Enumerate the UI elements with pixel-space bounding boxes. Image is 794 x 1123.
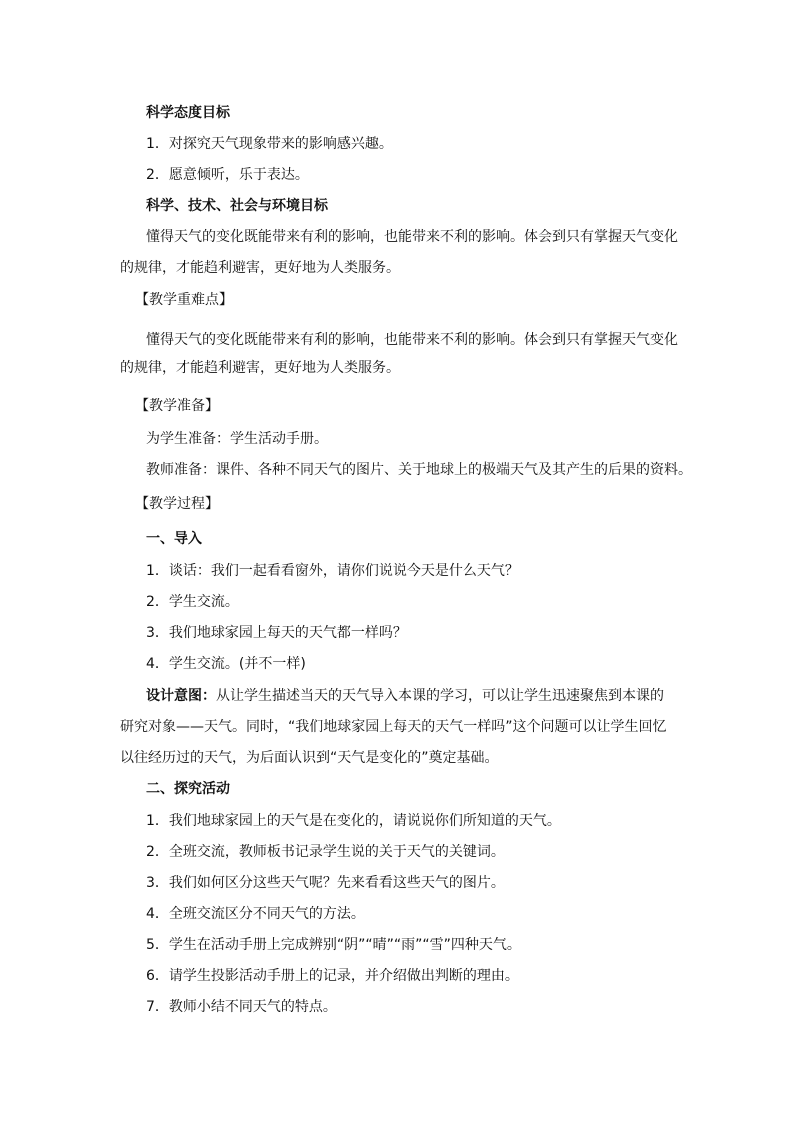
prep-student: 为学生准备：学生活动手册。: [146, 431, 328, 447]
keypoints-heading: 【教学重难点】: [135, 292, 233, 308]
part1-item-3: 3．我们地球家园上每天的天气都一样吗？: [146, 625, 407, 641]
part2-item-2: 2．全班交流，教师板书记录学生说的关于天气的关键词。: [146, 844, 505, 860]
part2-item-7: 7．教师小结不同天气的特点。: [146, 999, 337, 1015]
sts-line-1: 懂得天气的变化既能带来有利的影响，也能带来不利的影响。体会到只有掌握天气变化: [146, 229, 678, 245]
design-intent-label: 设计意图：: [146, 688, 216, 704]
design-intent-text-1: 从让学生描述当天的天气导入本课的学习，可以让学生迅速聚焦到本课的: [216, 688, 664, 704]
sts-line-2: 的规律，才能趋利避害，更好地为人类服务。: [120, 260, 400, 276]
part1-item-4: 4．学生交流。(并不一样): [146, 656, 306, 672]
keypoints-line-1: 懂得天气的变化既能带来有利的影响，也能带来不利的影响。体会到只有掌握天气变化: [146, 332, 678, 348]
part2-item-5: 5．学生在活动手册上完成辨别“阴”“晴”“雨”“雪”四种天气。: [146, 937, 521, 953]
attitude-heading: 科学态度目标: [146, 105, 230, 121]
attitude-item-2: 2．愿意倾听，乐于表达。: [146, 167, 309, 183]
part2-item-4: 4．全班交流区分不同天气的方法。: [146, 906, 365, 922]
prep-teacher: 教师准备：课件、各种不同天气的图片、关于地球上的极端天气及其产生的后果的资料。: [146, 462, 692, 478]
part1-item-2: 2．学生交流。: [146, 594, 239, 610]
part2-heading: 二、探究活动: [146, 781, 230, 797]
process-heading: 【教学过程】: [135, 496, 219, 512]
prep-heading: 【教学准备】: [135, 398, 219, 414]
part2-item-1: 1．我们地球家园上的天气是在变化的，请说说你们所知道的天气。: [146, 813, 561, 829]
part1-item-1: 1．谈话：我们一起看看窗外，请你们说说今天是什么天气？: [146, 563, 519, 579]
part2-item-6: 6．请学生投影活动手册上的记录，并介绍做出判断的理由。: [146, 968, 519, 984]
sts-heading: 科学、技术、社会与环境目标: [146, 198, 328, 214]
attitude-item-1: 1．对探究天气现象带来的影响感兴趣。: [146, 136, 393, 152]
design-intent-line-2: 研究对象——天气。同时，“我们地球家园上每天的天气一样吗”这个问题可以让学生回忆: [120, 719, 667, 735]
keypoints-line-2: 的规律，才能趋利避害，更好地为人类服务。: [120, 360, 400, 376]
part2-item-3: 3．我们如何区分这些天气呢？先来看看这些天气的图片。: [146, 875, 505, 891]
design-intent-line-3: 以往经历过的天气，为后面认识到“天气是变化的”奠定基础。: [120, 750, 499, 766]
design-intent-line-1: [146, 686, 706, 706]
part1-heading: 一、导入: [146, 531, 202, 547]
